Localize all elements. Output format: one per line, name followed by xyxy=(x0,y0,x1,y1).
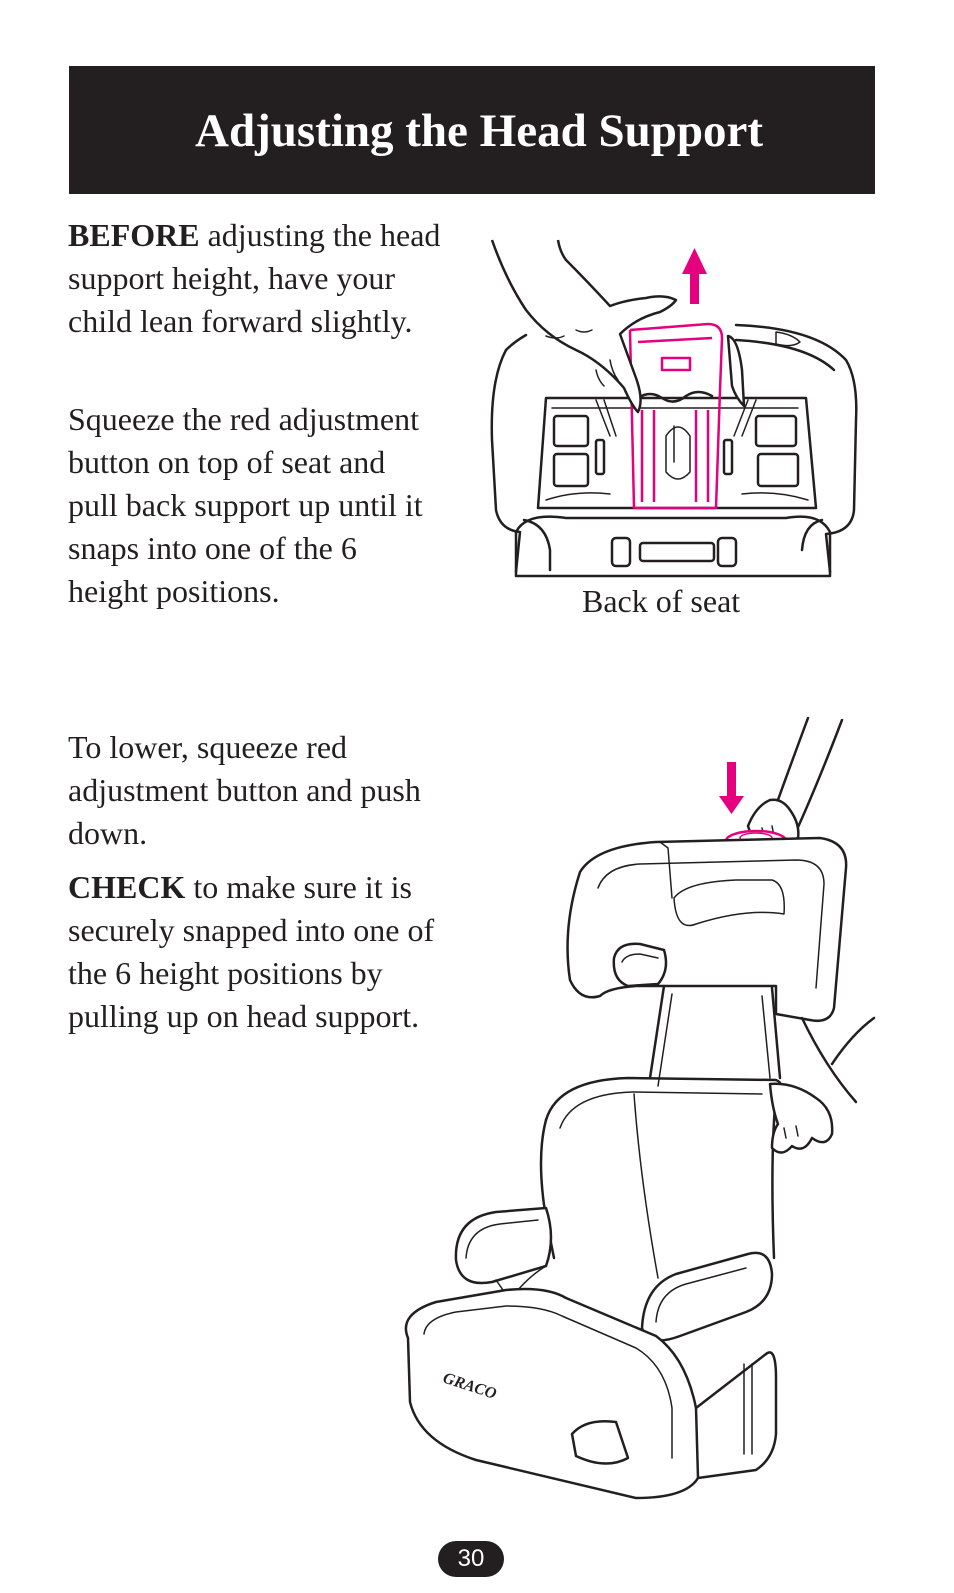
instruction-lower xyxy=(68,726,428,855)
graco-logo-text: GRACO xyxy=(440,1369,499,1403)
page-number: 30 xyxy=(438,1541,504,1577)
down-arrow-icon xyxy=(719,762,744,814)
title-bar xyxy=(69,66,875,194)
check-label: CHECK xyxy=(68,869,186,905)
before-label: BEFORE xyxy=(68,217,200,253)
up-arrow-icon xyxy=(682,248,707,304)
squeeze-text: Squeeze the red adjustment button on top of seat and pull back support up until it snaps into one of the 6 height positions. xyxy=(68,401,423,609)
figure1-caption: Back of seat xyxy=(582,583,741,619)
check-text: to make sure it is securely snapped into one of the 6 height positions by pulling up on head support. xyxy=(68,869,435,1034)
back-of-seat-illustration xyxy=(486,240,866,580)
instruction-before xyxy=(68,214,448,343)
before-text: adjusting the head support height, have your child lean forward slightly. xyxy=(68,217,441,339)
instruction-squeeze xyxy=(68,398,430,613)
page-title: Adjusting the Head Support xyxy=(195,105,764,157)
booster-seat-illustration xyxy=(396,718,876,1510)
lower-text: To lower, squeeze red adjustment button and push down. xyxy=(68,729,421,851)
